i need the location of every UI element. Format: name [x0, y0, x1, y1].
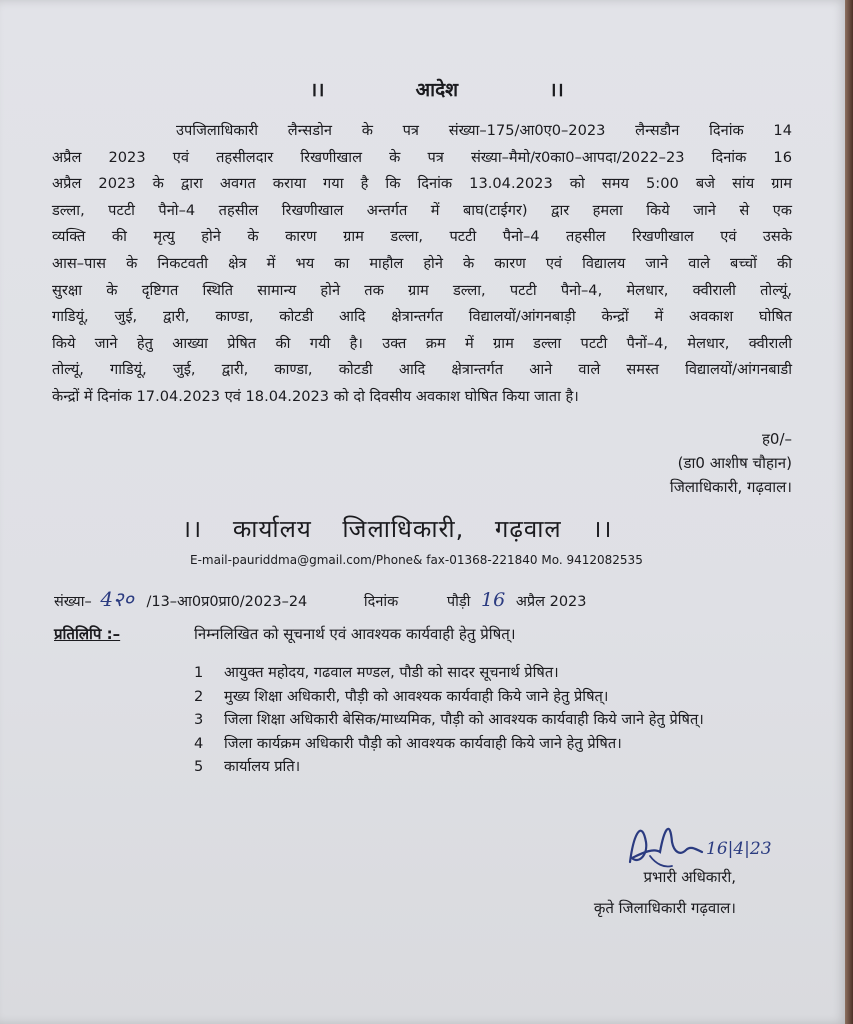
body-line: सुरक्षा के दृष्टिगत स्थिति सामान्य होने तक ग्राम डल्ला, पटटी पैनो–4, मेलधार, क्वीराली तोल्यूं,	[52, 281, 792, 299]
office-contact: E-mail-pauriddma@gmail.com/Phone& fax-01368-221840 Mo. 9412082535	[190, 553, 643, 567]
body-line: व्यक्ति की मृत्यु होने के कारण ग्राम डल्ला, पटटी पैनो–4 तहसील रिखणीखाल एवं उसके	[52, 228, 792, 246]
list-item-number: 4	[194, 734, 204, 752]
list-item-text: जिला कार्यक्रम अधिकारी पौड़ी को आवश्यक कार्यवाही किये जाने हेतु प्रेषित।	[224, 734, 622, 752]
heading-left-marks: ।।	[310, 79, 325, 101]
list-item-text: आयुक्त महोदय, गढवाल मण्डल, पौडी को सादर सूचनार्थ प्रेषित।	[224, 664, 559, 681]
closing-on-behalf: कृते जिलाधिकारी गढ़वाल।	[593, 899, 736, 917]
body-line: अप्रैल 2023 एवं तहसीलदार रिखणीखाल के पत्र संख्या–मैमो/र0का0–आपदा/2022–23 दिनांक 16	[52, 148, 792, 166]
body-line: केन्द्रों में दिनांक 17.04.2023 एवं 18.04.2023 को दो दिवसीय अवकाश घोषित किया जाता है।	[52, 387, 579, 405]
reference-number-handwritten: 4२०	[100, 587, 134, 611]
background-edge	[845, 0, 853, 1024]
list-item-number: 3	[194, 711, 204, 728]
list-item-number: 5	[194, 758, 204, 775]
signature-date: 16|4|23	[706, 839, 772, 859]
body-line: तोल्यूं, गाडियूं, जुई, द्वारी, काण्डा, कोटडी आदि क्षेत्रान्तर्गत आने वाले समस्त विद्यालयों/आंगनबाडी	[52, 361, 792, 379]
list-item-text: कार्यालय प्रति।	[224, 758, 301, 775]
closing-block	[594, 862, 736, 924]
body-line: गाडियूं, जुई, द्वारी, काण्डा, कोटडी आदि क्षेत्रान्तर्गत विद्यालयों/आंगनबाड़ी केन्द्रों में अवकाश घोषित	[52, 308, 792, 326]
reference-date-label: दिनांक	[363, 594, 399, 610]
closing-designation: प्रभारी अधिकारी,	[643, 868, 736, 886]
heading-right-marks: ।।	[549, 79, 564, 101]
reference-month-year: अप्रैल 2023	[515, 594, 587, 610]
copy-label: प्रतिलिपि :–	[54, 625, 121, 643]
heading-title: आदेश	[415, 79, 459, 101]
list-item-number: 2	[194, 687, 204, 705]
signatory-designation: जिलाधिकारी, गढ़वाल।	[669, 478, 792, 496]
list-item	[194, 685, 794, 709]
list-item-number: 1	[194, 664, 204, 681]
reference-line	[54, 585, 587, 612]
list-item-text: मुख्य शिक्षा अधिकारी, पौड़ी को आवश्यक कार्यवाही किये जाने हेतु प्रेषित्।	[224, 687, 609, 705]
list-item	[194, 661, 794, 685]
reference-day-handwritten: 16	[481, 589, 506, 611]
office-title: ।। कार्यालय जिलाधिकारी, गढ़वाल ।।	[182, 515, 613, 543]
signatory-block	[670, 427, 792, 499]
recipient-list	[194, 661, 794, 779]
list-item	[194, 708, 794, 732]
body-line: उपजिलाधिकारी लैन्सडोन के पत्र संख्या–175/आ0ए0–2023 लैन्सडौन दिनांक 14	[176, 122, 792, 139]
body-line: किये जाने हेतु आख्या प्रेषित की गयी है। उक्त क्रम में ग्राम डल्ला पटटी पैनों–4, मेलधार, क्वीराली	[52, 334, 792, 352]
list-item-text: जिला शिक्षा अधिकारी बेसिक/माध्यमिक, पौड़ी को आवश्यक कार्यवाही किये जाने हेतु प्रेषित्।	[224, 711, 704, 728]
reference-label: संख्या–	[54, 594, 92, 610]
reference-place: पौड़ी	[446, 594, 471, 610]
body-line: आस–पास के निकटवती क्षेत्र में भय का माहौल होने के कारण एवं विद्यालय जाने वाले बच्चों की	[52, 254, 792, 272]
reference-suffix: /13–आ0प्र0प्रा0/2023–24	[146, 594, 308, 610]
signatory-name: (डा0 आशीष चौहान)	[677, 454, 792, 472]
list-item	[194, 755, 794, 779]
order-body	[52, 118, 792, 411]
order-heading	[310, 76, 564, 102]
list-item	[194, 732, 794, 756]
signed-mark: ह0/–	[761, 430, 792, 448]
body-line: डल्ला, पटटी पैनो–4 तहसील रिखणीखाल अन्तर्गत में बाघ(टाईगर) द्वार हमला किये जाने से एक	[52, 201, 792, 219]
body-line: अप्रैल 2023 के द्वारा अवगत कराया गया है कि दिनांक 13.04.2023 को समय 5:00 बजे सांय ग्राम	[52, 175, 792, 193]
copy-text: निम्नलिखित को सूचनार्थ एवं आवश्यक कार्यवाही हेतु प्रेषित्।	[194, 625, 516, 643]
